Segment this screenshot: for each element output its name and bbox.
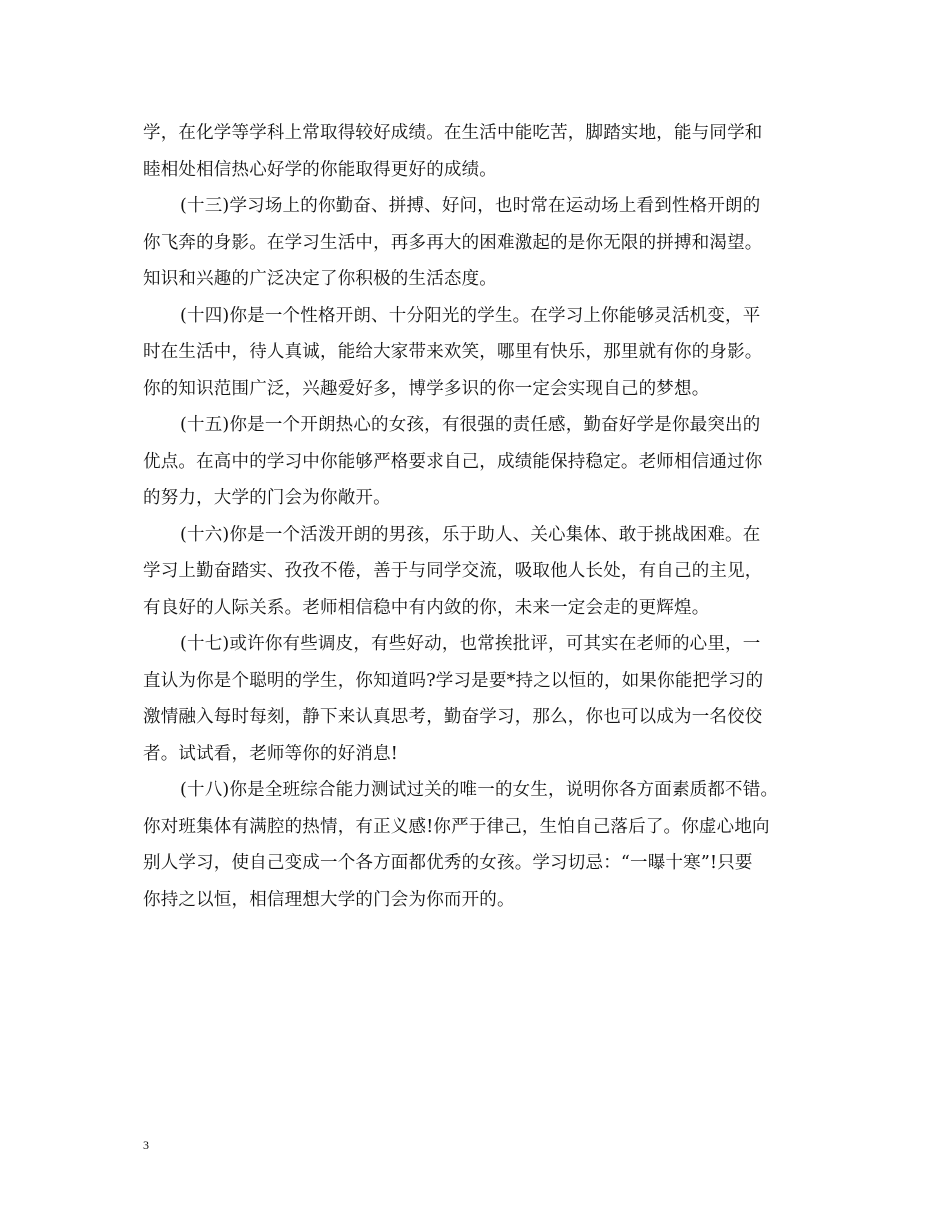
text-line: 你持之以恒，相信理想大学的门会为你而开的。 bbox=[143, 889, 515, 910]
text-line: 学习上勤奋踏实、孜孜不倦，善于与同学交流，吸取他人长处，有自己的主见， bbox=[143, 561, 763, 581]
text-line: 的努力，大学的门会为你敞开。 bbox=[143, 488, 391, 508]
text-line: 知识和兴趣的广泛决定了你积极的生活态度。 bbox=[143, 269, 497, 289]
paragraph-16 bbox=[143, 517, 811, 627]
text-line: (十七)或许你有些调皮，有些好动，也常挨批评，可其实在老师的心里，一 bbox=[180, 634, 761, 654]
text-line: 学，在化学等学科上常取得较好成绩。在生活中能吃苦，脚踏实地，能与同学和 bbox=[143, 123, 763, 143]
text-line: 激情融入每时每刻，静下来认真思考，勤奋学习，那么，你也可以成为一名佼佼 bbox=[143, 707, 763, 727]
text-line: 者。试试看，老师等你的好消息! bbox=[143, 743, 399, 764]
text-line: 时在生活中，待人真诚，能给大家带来欢笑，哪里有快乐，那里就有你的身影。 bbox=[143, 342, 763, 362]
paragraph-18 bbox=[143, 772, 811, 918]
text-line: (十八)你是全班综合能力测试过关的唯一的女生，说明你各方面素质都不错。 bbox=[180, 780, 779, 800]
text-line: 直认为你是个聪明的学生，你知道吗?学习是要*持之以恒的，如果你能把学习的 bbox=[143, 670, 764, 691]
text-line: (十五)你是一个开朗热心的女孩，有很强的责任感，勤奋好学是你最突出的 bbox=[180, 415, 761, 435]
document-body bbox=[143, 115, 811, 918]
text-line: (十四)你是一个性格开朗、十分阳光的学生。在学习上你能够灵活机变，平 bbox=[180, 305, 761, 326]
page-number: 3 bbox=[143, 1138, 149, 1152]
text-line: (十三)学习场上的你勤奋、拼搏、好问，也时常在运动场上看到性格开朗的 bbox=[180, 196, 761, 216]
paragraph-14 bbox=[143, 298, 811, 408]
text-line: 别人学习，使自己变成一个各方面都优秀的女孩。学习切忌：“一曝十寒”!只要 bbox=[143, 853, 753, 873]
text-line: 优点。在高中的学习中你能够严格要求自己，成绩能保持稳定。老师相信通过你 bbox=[143, 451, 763, 472]
text-line: 你飞奔的身影。在学习生活中，再多再大的困难激起的是你无限的拼搏和渴望。 bbox=[143, 232, 763, 253]
paragraph-13 bbox=[143, 188, 811, 298]
text-line: 你对班集体有满腔的热情，有正义感!你严于律己，生怕自己落后了。你虚心地向 bbox=[143, 816, 770, 837]
paragraph-15 bbox=[143, 407, 811, 517]
text-line: 有良好的人际关系。老师相信稳中有内敛的你，未来一定会走的更辉煌。 bbox=[143, 597, 710, 618]
paragraph-17 bbox=[143, 626, 811, 772]
paragraph-continued bbox=[143, 115, 811, 188]
text-line: 睦相处相信热心好学的你能取得更好的成绩。 bbox=[143, 159, 497, 180]
text-line: 你的知识范围广泛，兴趣爱好多，博学多识的你一定会实现自己的梦想。 bbox=[143, 378, 710, 399]
text-line: (十六)你是一个活泼开朗的男孩，乐于助人、关心集体、敢于挑战困难。在 bbox=[180, 524, 761, 545]
